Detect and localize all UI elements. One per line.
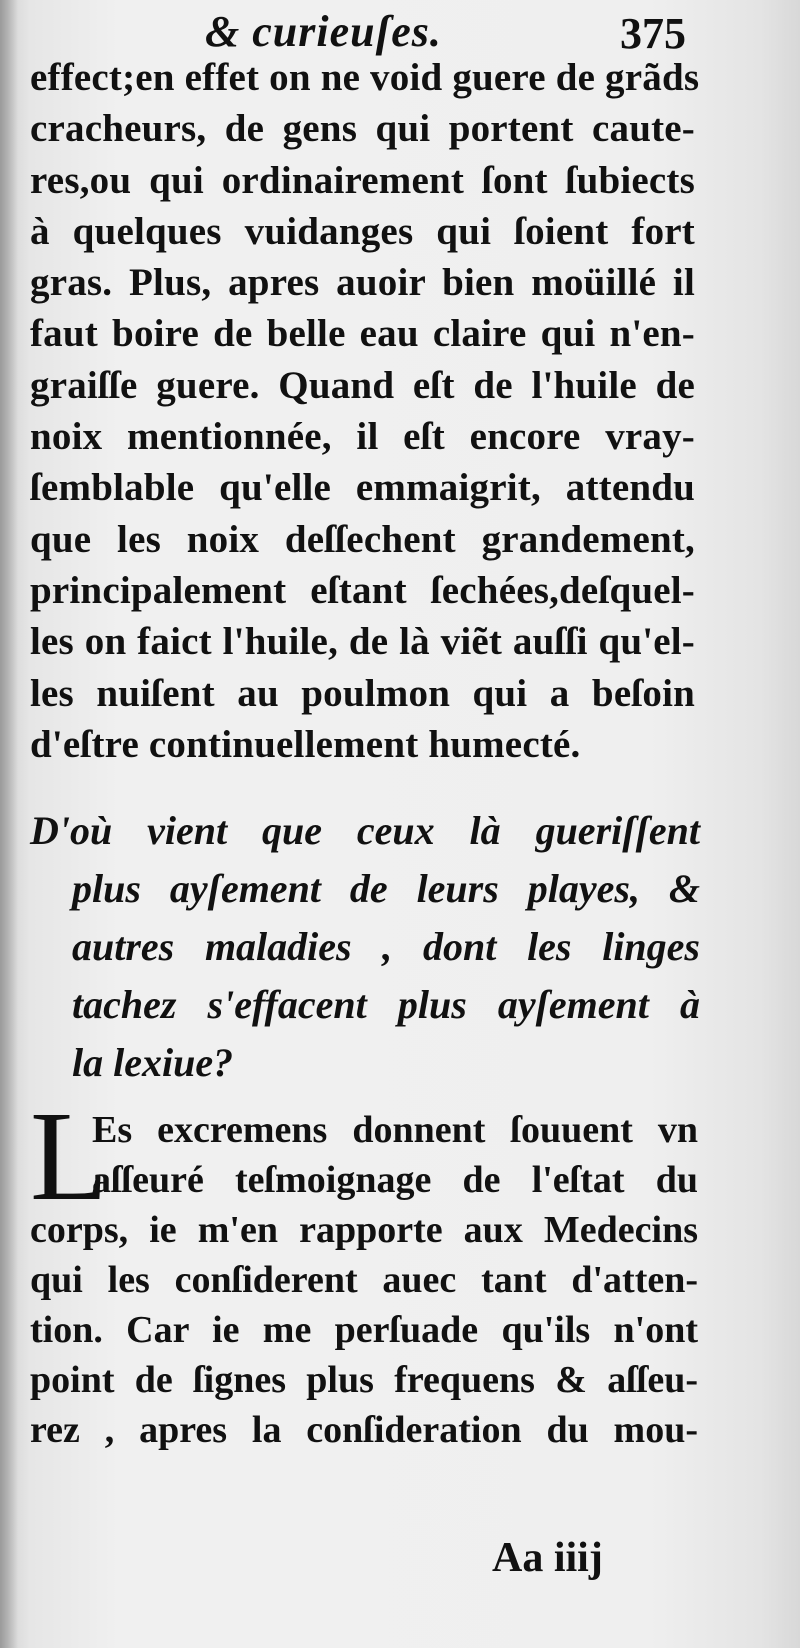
running-head: [0, 2, 800, 58]
question-line: D'où vient que ceux là gueriſſent: [30, 808, 700, 853]
text-line: qui les conſiderent auec tant d'atten-: [30, 1259, 698, 1301]
text-line: tion. Car ie me perſuade qu'ils n'ont: [30, 1309, 698, 1351]
text-line: les nuiſent au poulmon qui a beſoin: [30, 671, 695, 715]
text-line: gras. Plus, apres auoir bien moüillé il: [30, 261, 695, 305]
text-line: cracheurs, de gens qui portent caute-: [30, 107, 695, 151]
binding-shadow: [0, 0, 18, 1648]
text-line: faut boire de belle eau claire qui n'en-: [30, 312, 695, 356]
text-line: effect;en effet on ne void guere de grãds: [30, 56, 700, 99]
text-line: noix mentionnée, il eſt encore vray-: [30, 415, 695, 459]
text-line: principalement eſtant ſechées,deſquel-: [30, 568, 695, 612]
text-line: que les noix deſſechent grandement,: [30, 517, 695, 561]
page-number: 375: [620, 9, 686, 58]
text-line: ſemblable qu'elle emmaigrit, attendu: [30, 466, 695, 510]
question-line: plus ayſement de leurs playes, &: [72, 866, 700, 911]
text-line: res,ou qui ordinairement ſont ſubiects: [30, 158, 695, 202]
question-line: tachez s'effacent plus ayſement à: [72, 982, 700, 1027]
text-line: les on faict l'huile, de là viẽt auſſi qu'el-: [30, 620, 695, 664]
question-heading: [30, 802, 700, 1092]
text-line: corps, ie m'en rapporte aux Medecins: [30, 1209, 698, 1251]
text-line: à quelques vuidanges qui ſoient fort: [30, 209, 695, 253]
signature-mark: Aa iiij: [492, 1535, 603, 1581]
answer-paragraph: [30, 1085, 698, 1455]
question-line: autres maladies , dont les linges: [72, 924, 700, 969]
body-paragraph: [30, 52, 700, 770]
text-line: rez , apres la conſideration du mou-: [30, 1409, 698, 1451]
text-line: point de ſignes plus frequens & aſſeu-: [30, 1359, 698, 1401]
text-line: d'eſtre continuellement humecté.: [30, 722, 581, 766]
question-line: la lexiue?: [72, 1040, 234, 1085]
text-line: aſſeuré teſmoignage de l'eſtat du: [92, 1159, 698, 1201]
text-line: Es excremens donnent ſouuent vn: [92, 1109, 698, 1151]
drop-cap: L: [30, 1085, 109, 1227]
text-line: graiſſe guere. Quand eſt de l'huile de: [30, 363, 695, 407]
running-title: & curieuſes.: [205, 7, 442, 56]
